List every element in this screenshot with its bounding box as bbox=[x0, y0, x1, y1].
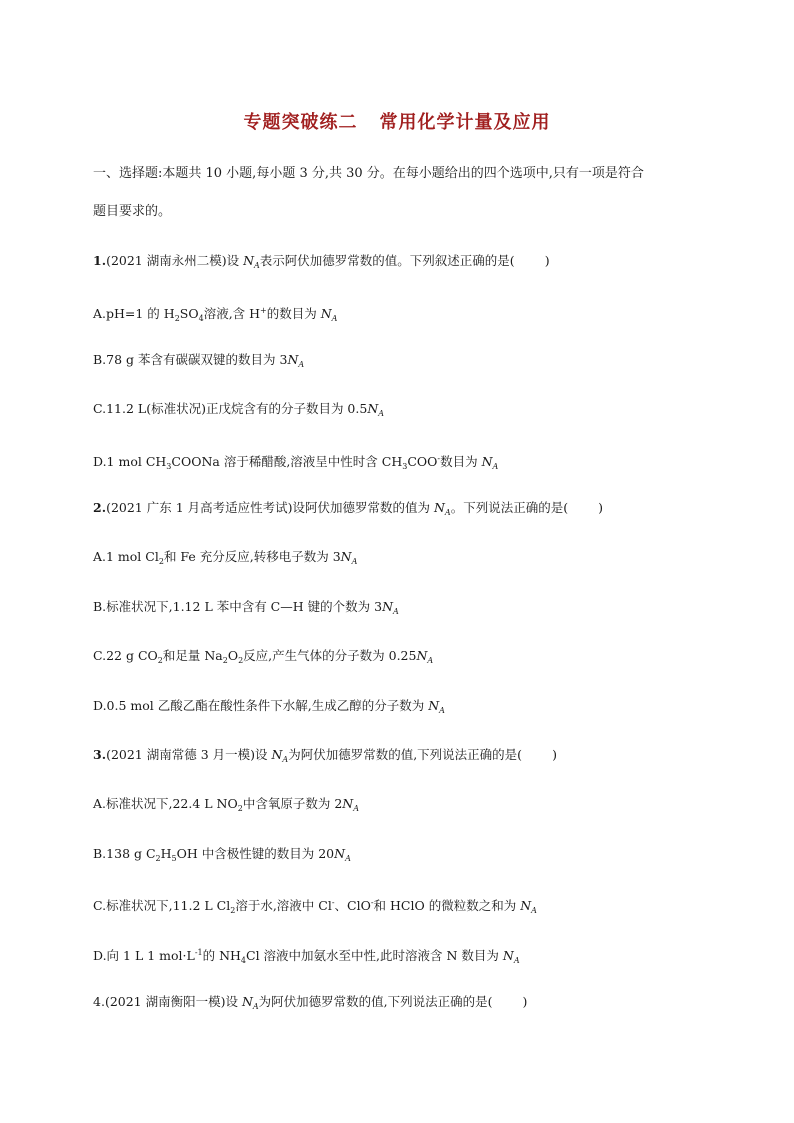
question-3-stem bbox=[93, 746, 713, 769]
question-3-option-c bbox=[93, 894, 713, 920]
text-fragment: 5 bbox=[171, 854, 177, 863]
text-fragment: 2 bbox=[222, 656, 228, 665]
text-fragment: 4 bbox=[198, 314, 204, 323]
text-fragment: (2021 湖南永州二模)设 bbox=[106, 253, 244, 268]
text-fragment: 4. bbox=[93, 994, 105, 1009]
text-fragment: 和 HClO 的微粒数之和为 bbox=[373, 898, 521, 913]
text-fragment: N bbox=[320, 306, 332, 321]
text-fragment: Cl 溶液中加氨水至中性,此时溶液含 N 数目为 bbox=[246, 948, 503, 963]
text-fragment: 表示阿伏加德罗常数的值。下列叙述正确的是( bbox=[259, 253, 515, 268]
text-fragment: 3 bbox=[402, 462, 408, 471]
text-fragment: B.138 g C bbox=[93, 846, 156, 861]
text-fragment: A bbox=[345, 854, 351, 863]
text-fragment: B.标准状况下,1.12 L 苯中含有 C—H 键的个数为 3 bbox=[93, 599, 383, 614]
text-fragment: 2 bbox=[174, 314, 180, 323]
text-fragment: 反应,产生气体的分子数为 0.25 bbox=[243, 648, 417, 663]
text-fragment: N bbox=[342, 796, 354, 811]
text-fragment: A bbox=[378, 409, 385, 418]
text-fragment: - bbox=[370, 898, 374, 907]
text-fragment: N bbox=[481, 454, 493, 469]
text-fragment: N bbox=[241, 994, 253, 1009]
text-fragment: A bbox=[353, 804, 359, 813]
text-fragment: A bbox=[282, 755, 289, 764]
text-fragment: (2021 广东 1 月高考适应性考试)设阿伏加德罗常数的值为 bbox=[106, 500, 434, 515]
text-fragment: D.向 1 L 1 mol·L bbox=[93, 948, 195, 963]
question-1-option-c bbox=[93, 400, 713, 423]
title-part1: 专题突破练二 bbox=[243, 112, 358, 133]
question-4-stem bbox=[93, 993, 713, 1016]
text-fragment: 的 NH bbox=[202, 948, 241, 963]
text-fragment: A.1 mol Cl bbox=[93, 549, 159, 564]
text-fragment: A bbox=[492, 462, 499, 471]
text-fragment: C.11.2 L(标准状况)正戊烷含有的分子数目为 0.5 bbox=[93, 401, 368, 416]
text-fragment: 数目为 bbox=[440, 454, 482, 469]
text-fragment: (2021 湖南常德 3 月一模)设 bbox=[106, 747, 272, 762]
section-instructions-line2: 题目要求的。 bbox=[93, 204, 172, 219]
text-fragment: D.1 mol CH bbox=[93, 454, 167, 469]
text-fragment: H bbox=[160, 846, 172, 861]
text-fragment: A bbox=[513, 956, 520, 965]
text-fragment: A bbox=[252, 1002, 259, 1011]
section-instructions-line1: 一、选择题:本题共 10 小题,每小题 3 分,共 30 分。在每小题给出的四个选项中,只有一项是符合 bbox=[93, 166, 644, 181]
text-fragment: - bbox=[331, 898, 335, 907]
text-fragment: 溶液,含 H bbox=[203, 306, 261, 321]
text-fragment: A bbox=[427, 656, 434, 665]
text-fragment: 4 bbox=[240, 956, 247, 965]
question-1-option-d bbox=[93, 450, 713, 476]
text-fragment: 2 bbox=[157, 656, 163, 665]
text-fragment: 2 bbox=[158, 557, 164, 566]
text-fragment: 2 bbox=[237, 804, 243, 813]
question-3-option-b bbox=[93, 845, 713, 868]
question-1-option-a bbox=[93, 302, 713, 328]
text-fragment: A bbox=[531, 906, 537, 915]
text-fragment: ) bbox=[522, 994, 528, 1009]
question-2-stem bbox=[93, 499, 713, 522]
text-fragment: N bbox=[287, 352, 299, 367]
text-fragment: A.标准状况下,22.4 L NO bbox=[93, 796, 238, 811]
text-fragment: A bbox=[298, 360, 305, 369]
text-fragment: N bbox=[340, 549, 352, 564]
question-2-option-d bbox=[93, 697, 713, 720]
text-fragment: 和足量 Na bbox=[162, 648, 223, 663]
text-fragment: 2 bbox=[238, 656, 244, 665]
question-2-option-c bbox=[93, 647, 713, 670]
text-fragment: A.pH=1 的 H bbox=[93, 306, 175, 321]
text-fragment: 3 bbox=[166, 462, 172, 471]
text-fragment: 中含氧原子数为 2 bbox=[242, 796, 343, 811]
text-fragment: 为阿伏加德罗常数的值,下列说法正确的是( bbox=[288, 747, 523, 762]
text-fragment: A bbox=[439, 706, 445, 715]
title-part2: 常用化学计量及应用 bbox=[379, 112, 551, 133]
text-fragment: N bbox=[433, 500, 445, 515]
text-fragment: N bbox=[382, 599, 393, 614]
text-fragment: B.78 g 苯含有碳碳双键的数目为 3 bbox=[93, 352, 288, 367]
question-2-option-b bbox=[93, 598, 713, 621]
question-1-stem bbox=[93, 252, 713, 275]
text-fragment: N bbox=[367, 401, 379, 416]
text-fragment: A bbox=[331, 314, 338, 323]
question-3-option-a bbox=[93, 795, 713, 818]
text-fragment: D.0.5 mol 乙酸乙酯在酸性条件下水解,生成乙醇的分子数为 bbox=[93, 698, 429, 713]
text-fragment: A bbox=[444, 508, 451, 517]
text-fragment: N bbox=[416, 648, 428, 663]
text-fragment: C.标准状况下,11.2 L Cl bbox=[93, 898, 231, 913]
text-fragment: 3. bbox=[93, 747, 107, 762]
text-fragment: 1. bbox=[93, 253, 107, 268]
text-fragment: 2 bbox=[230, 906, 236, 915]
text-fragment: O bbox=[227, 648, 239, 663]
text-fragment: 、ClO bbox=[334, 898, 371, 913]
question-2-option-a bbox=[93, 548, 713, 571]
text-fragment: 为阿伏加德罗常数的值,下列说法正确的是( bbox=[258, 994, 493, 1009]
text-fragment: ) bbox=[598, 500, 603, 515]
text-fragment: N bbox=[428, 698, 440, 713]
text-fragment: 溶于水,溶液中 Cl bbox=[235, 898, 332, 913]
text-fragment: 2. bbox=[93, 500, 107, 515]
text-fragment: A bbox=[254, 261, 260, 270]
text-fragment: N bbox=[520, 898, 532, 913]
text-fragment: 的数目为 bbox=[266, 306, 321, 321]
text-fragment: COO bbox=[407, 454, 438, 469]
text-fragment: OH 中含极性键的数目为 20 bbox=[176, 846, 335, 861]
question-3-option-d bbox=[93, 944, 713, 970]
text-fragment: COONa 溶于稀醋酸,溶液呈中性时含 CH bbox=[171, 454, 403, 469]
text-fragment: A bbox=[393, 607, 399, 616]
text-fragment: 2 bbox=[155, 854, 161, 863]
text-fragment: N bbox=[334, 846, 346, 861]
text-fragment: 和 Fe 充分反应,转移电子数为 3 bbox=[163, 549, 341, 564]
text-fragment: - bbox=[437, 454, 441, 463]
text-fragment: A bbox=[351, 557, 358, 566]
text-fragment: N bbox=[502, 948, 514, 963]
text-fragment: C.22 g CO bbox=[93, 648, 158, 663]
text-fragment: (2021 湖南衡阳一模)设 bbox=[104, 994, 242, 1009]
text-fragment: + bbox=[260, 306, 267, 315]
text-fragment: 。下列说法正确的是( bbox=[450, 500, 569, 515]
text-fragment: -1 bbox=[194, 948, 203, 957]
text-fragment: N bbox=[271, 747, 283, 762]
question-1-option-b bbox=[93, 351, 713, 374]
page-title bbox=[0, 108, 794, 134]
text-fragment: ) bbox=[552, 747, 557, 762]
text-fragment: SO bbox=[179, 306, 199, 321]
text-fragment: N bbox=[243, 253, 255, 268]
text-fragment: ) bbox=[544, 253, 550, 268]
